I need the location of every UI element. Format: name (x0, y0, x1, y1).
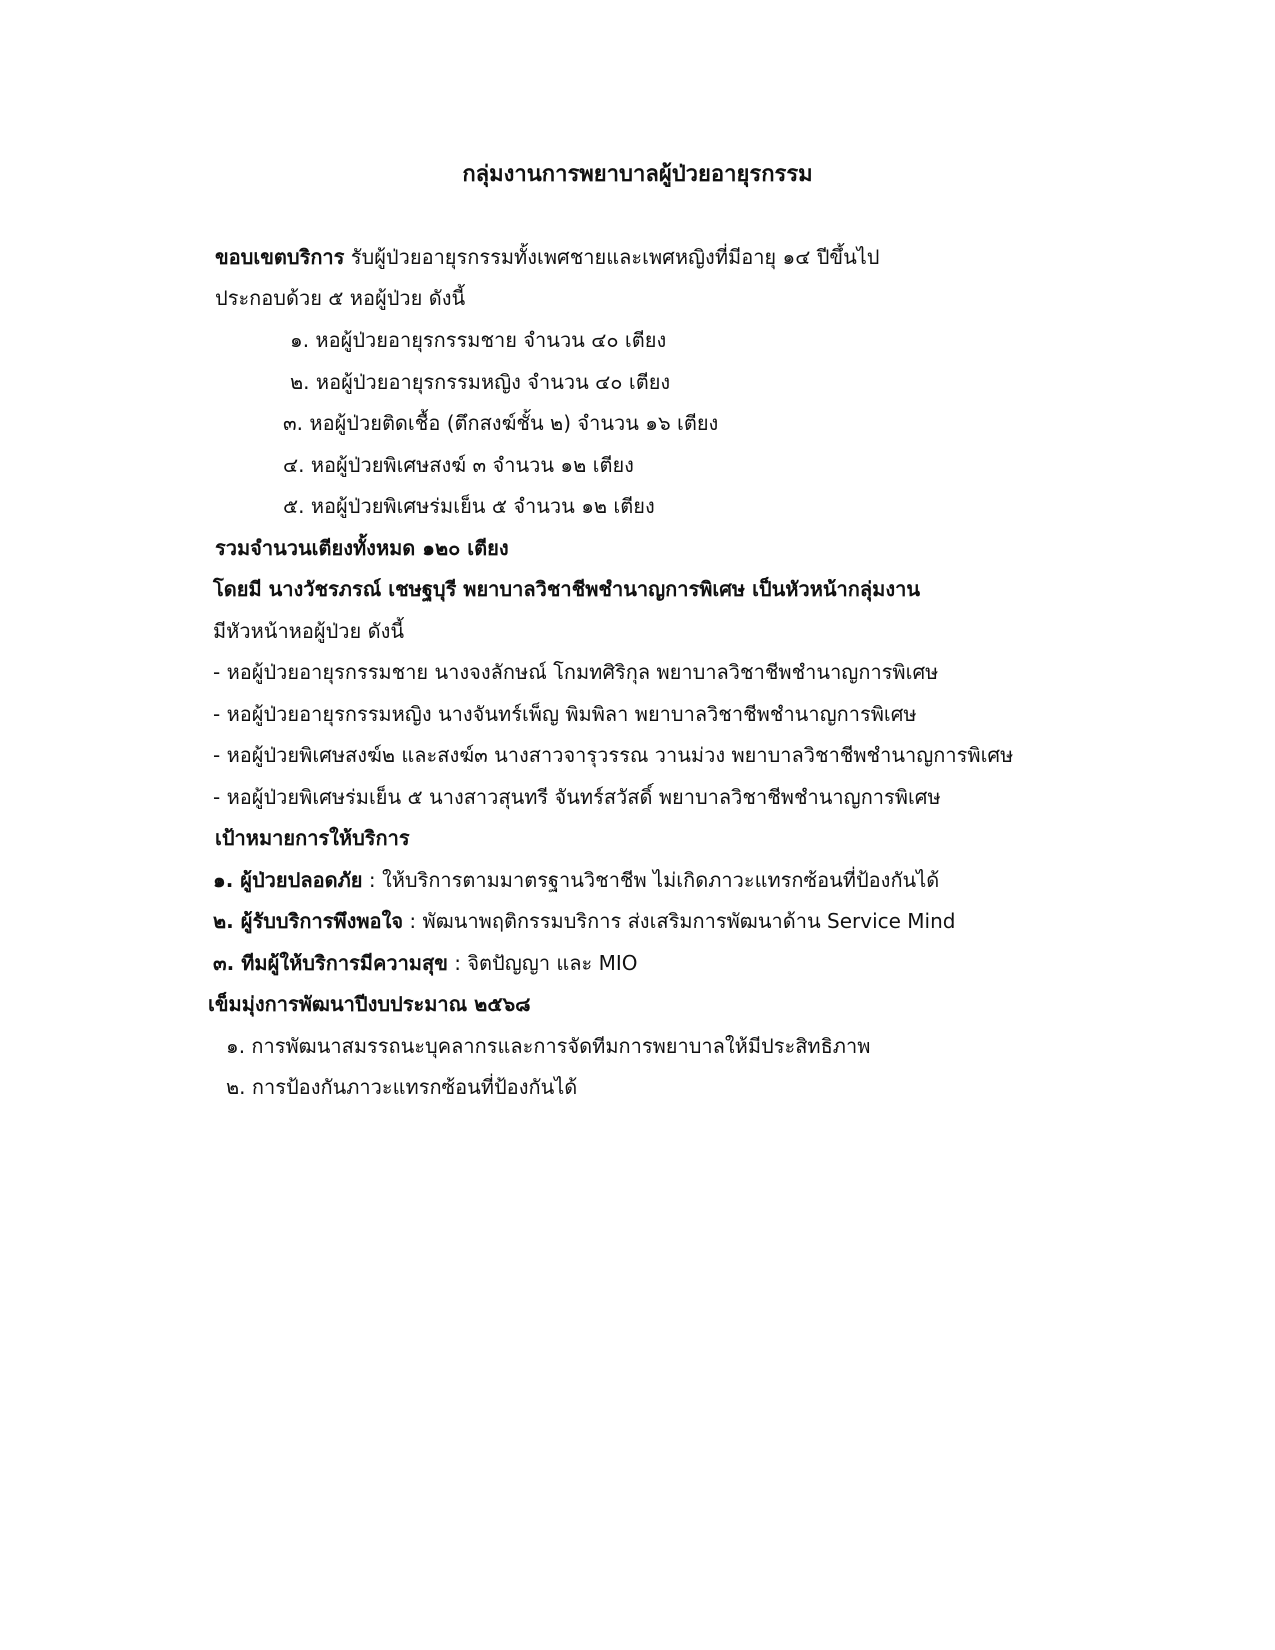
goal-text: : ให้บริการตามมาตรฐานวิชาชีพ ไม่เกิดภาวะแทรกซ้อนที่ป้องกันได้ (362, 868, 940, 892)
goal-label: ๑. ผู้ป่วยปลอดภัย (213, 868, 363, 892)
focus-item: ๑. การพัฒนาสมรรถนะบุคลากรและการจัดทีมการพยาบาลให้มีประสิทธิภาพ (226, 1034, 871, 1058)
goal-label: ๓. ทีมผู้ให้บริการมีความสุข (213, 951, 448, 975)
ward-head-item: - หอผู้ป่วยอายุรกรรมชาย นางจงลักษณ์ โกมทศิริกุล พยาบาลวิชาชีพชำนาญการพิเศษ (213, 660, 939, 684)
group-head: โดยมี นางวัชรภรณ์ เชษฐบุรี พยาบาลวิชาชีพชำนาญการพิเศษ เป็นหัวหน้ากลุ่มงาน (213, 577, 921, 601)
goal-item (213, 948, 638, 978)
ward-head-item: - หอผู้ป่วยพิเศษร่มเย็น ๕ นางสาวสุนทรี จันทร์สวัสดิ์ พยาบาลวิชาชีพชำนาญการพิเศษ (213, 785, 941, 809)
goal-item (213, 906, 955, 936)
ward-heads-intro: มีหัวหน้าหอผู้ป่วย ดังนี้ (213, 619, 405, 643)
focus-item: ๒. การป้องกันภาวะแทรกซ้อนที่ป้องกันได้ (226, 1075, 578, 1099)
scope-consists: ประกอบด้วย ๕ หอผู้ป่วย ดังนี้ (215, 286, 466, 310)
goal-text: : พัฒนาพฤติกรรมบริการ ส่งเสริมการพัฒนาด้าน Service Mind (403, 909, 956, 933)
scope-line (215, 242, 880, 272)
ward-item: ๒. หอผู้ป่วยอายุรกรรมหญิง จำนวน ๔๐ เตียง (290, 370, 671, 394)
ward-head-item: - หอผู้ป่วยพิเศษสงฆ์๒ และสงฆ์๓ นางสาวจารุวรรณ วานม่วง พยาบาลวิชาชีพชำนาญการพิเศษ (213, 743, 1014, 767)
focus-heading: เข็มมุ่งการพัฒนาปีงบประมาณ ๒๕๖๘ (208, 992, 531, 1016)
scope-label: ขอบเขตบริการ (215, 245, 345, 269)
scope-text: รับผู้ป่วยอายุรกรรมทั้งเพศชายและเพศหญิงที่มีอายุ ๑๔ ปีขึ้นไป (344, 245, 880, 269)
ward-item: ๔. หอผู้ป่วยพิเศษสงฆ์ ๓ จำนวน ๑๒ เตียง (283, 453, 634, 477)
ward-item: ๓. หอผู้ป่วยติดเชื้อ (ตึกสงฆ์ชั้น ๒) จำนวน ๑๖ เตียง (283, 411, 719, 435)
total-beds: รวมจำนวนเตียงทั้งหมด ๑๒๐ เตียง (215, 536, 509, 560)
page-title: กลุ่มงานการพยาบาลผู้ป่วยอายุรกรรม (462, 162, 813, 187)
goal-text: : จิตปัญญา และ MIO (447, 951, 638, 975)
goal-item (213, 865, 939, 895)
goals-heading: เป้าหมายการให้บริการ (215, 826, 410, 850)
ward-item: ๑. หอผู้ป่วยอายุรกรรมชาย จำนวน ๔๐ เตียง (290, 328, 667, 352)
ward-head-item: - หอผู้ป่วยอายุรกรรมหญิง นางจันทร์เพ็ญ พิมพิลา พยาบาลวิชาชีพชำนาญการพิเศษ (213, 702, 917, 726)
goal-label: ๒. ผู้รับบริการพึงพอใจ (213, 909, 404, 933)
ward-item: ๕. หอผู้ป่วยพิเศษร่มเย็น ๕ จำนวน ๑๒ เตียง (283, 494, 655, 518)
